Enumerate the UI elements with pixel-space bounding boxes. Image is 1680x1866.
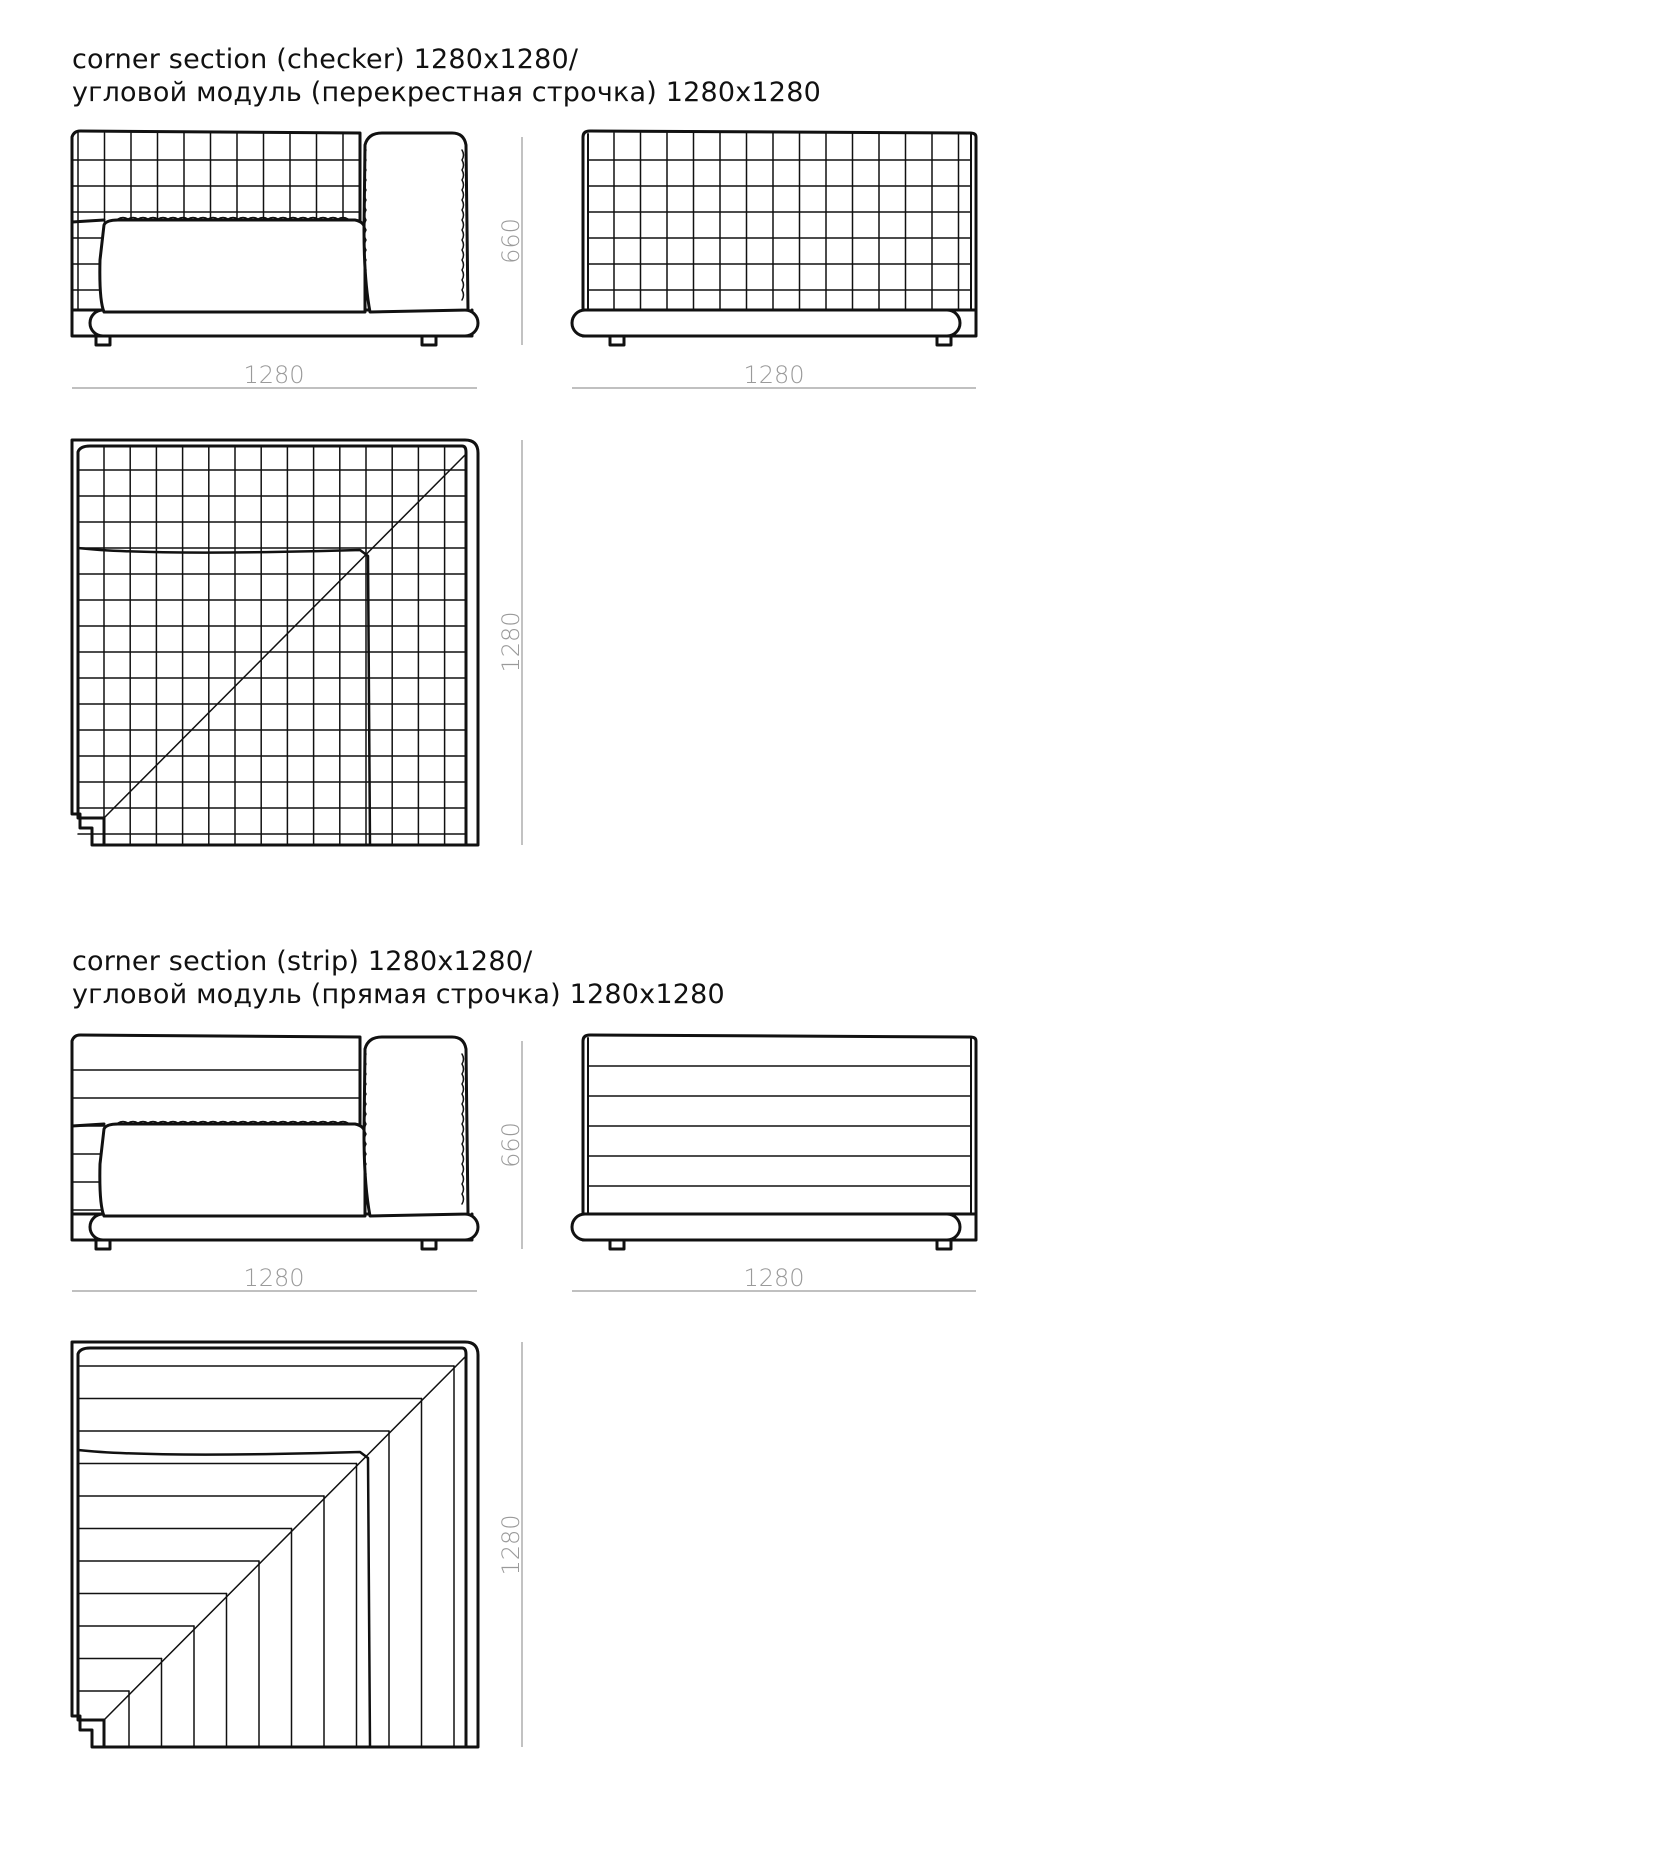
strip-plan-stitch-lines	[78, 1356, 466, 1747]
section-checker-title-ru: угловой модуль (перекрестная строчка) 1280x1280	[72, 77, 821, 108]
checker-back-view	[572, 131, 976, 345]
section-strip-title-en: corner section (strip) 1280x1280/	[72, 946, 533, 977]
strip-front-width-label: 1280	[243, 1264, 305, 1292]
checker-front-width-label: 1280	[243, 361, 305, 389]
checker-back-width-label: 1280	[743, 361, 805, 389]
checker-plan-depth-label: 1280	[497, 611, 525, 673]
stitch-line	[104, 1356, 466, 1720]
section-checker-title-en: corner section (checker) 1280x1280/	[72, 44, 579, 75]
checker-front-view	[72, 131, 478, 345]
strip-back-stitch-lines	[588, 1066, 971, 1186]
checker-plan-view	[72, 440, 478, 845]
strip-back-view	[572, 1035, 976, 1249]
strip-front-view	[72, 1035, 478, 1249]
section-strip-title-ru: угловой модуль (прямая строчка) 1280x1280	[72, 979, 725, 1010]
strip-back-width-label: 1280	[743, 1264, 805, 1292]
strip-front-height-label: 660	[497, 1122, 525, 1168]
checker-back-stitch-grid	[588, 133, 971, 310]
strip-plan-depth-label: 1280	[497, 1514, 525, 1576]
checker-front-height-label: 660	[497, 218, 525, 264]
strip-plan-view	[72, 1342, 478, 1747]
